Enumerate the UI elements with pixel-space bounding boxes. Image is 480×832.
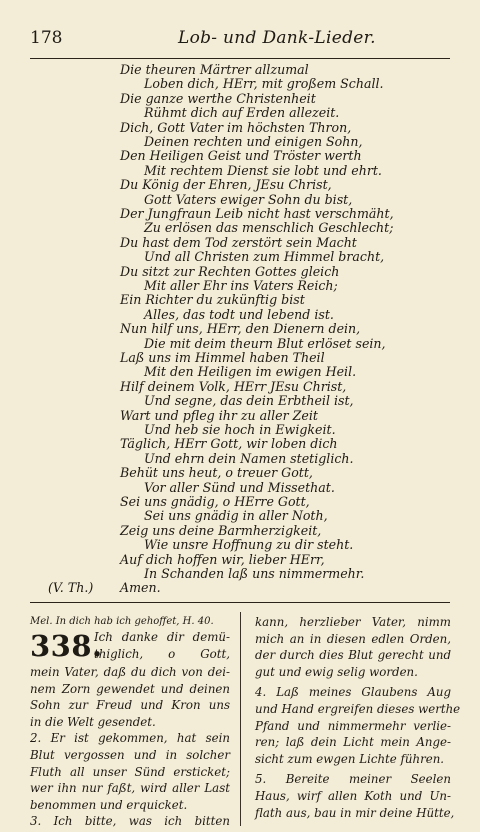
verse-line: Zu erlösen das menschlich Geschlecht; (144, 220, 394, 236)
right-column-lines (255, 614, 461, 821)
verse-line: Mit aller Ehr ins Vaters Reich; (144, 278, 338, 293)
text-line: und Hand ergreifen dieses werthe (255, 701, 461, 716)
text-line: Pfand und nimmermehr verlie- (255, 718, 451, 733)
verse-line: Täglich, HErr Gott, wir loben dich (120, 436, 338, 452)
verse-line: Dich, Gott Vater im höchsten Thron, (120, 119, 352, 135)
header-rule (30, 58, 450, 59)
hymn-amen: Amen. (120, 580, 161, 595)
verse-line: Wart und pfleg ihr zu aller Zeit (120, 407, 318, 423)
verse-line: Die ganze werthe Christenheit (120, 90, 316, 106)
verse-line: Behüt uns heut, o treuer Gott, (120, 465, 313, 481)
text-line: Sohn zur Freud und Kron uns (30, 698, 230, 713)
text-line: flath aus, bau in mir deine Hütte, (255, 805, 455, 820)
verse-line: Und all Christen zum Himmel bracht, (144, 249, 385, 265)
text-line: benommen und erquicket. (30, 797, 188, 812)
text-line: 3. Ich bitte, was ich bitten (30, 814, 230, 829)
text-line: 4. Laß meines Glaubens Aug (255, 685, 451, 700)
hymn-338-right-column (255, 614, 461, 821)
text-line: der durch dies Blut gerecht und (255, 648, 451, 663)
verse-line: Und ehrn dein Namen stetiglich. (144, 450, 354, 466)
text-line: sicht zum ewgen Lichte führen. (255, 751, 445, 766)
verse-line: In Schanden laß uns nimmermehr. (144, 566, 365, 581)
section-rule (30, 602, 450, 603)
hymn-number-row (30, 630, 230, 664)
text-line: Fluth all unser Sünd ersticket; (30, 764, 230, 779)
verse-line: Wie unsre Hoffnung zu dir steht. (144, 537, 354, 553)
verse-line: Mit rechtem Dienst sie lobt und ehrt. (144, 162, 382, 178)
verse-line: Du hast dem Tod zerstört sein Macht (120, 234, 357, 250)
verse-line: Den Heiligen Geist und Tröster werth (120, 148, 362, 164)
verse-line: Alles, das todt und lebend ist. (144, 306, 334, 322)
text-line: thiglich, o Gott, (94, 646, 230, 661)
running-title: Lob- und Dank-Lieder. (178, 28, 376, 48)
verse-line: Sei uns gnädig, o HErre Gott, (120, 494, 310, 509)
hymn-number: 338. (30, 629, 103, 663)
melody-note: Mel. In dich hab ich gehoffet, H. 40. (30, 616, 214, 627)
column-divider (240, 612, 241, 826)
page-header (30, 26, 450, 54)
verse-line: Deinen rechten und einigen Sohn, (144, 134, 363, 149)
hymn-attribution: (V. Th.) (48, 580, 94, 595)
verse-line: Und segne, das dein Erbtheil ist, (144, 393, 354, 409)
verse-line: Hilf deinem Volk, HErr JEsu Christ, (120, 378, 347, 394)
text-line: Ich danke dir demü- (94, 630, 230, 644)
text-line: nem Zorn gewendet und deinen (30, 681, 230, 696)
text-line: kann, herzlieber Vater, nimm (255, 615, 451, 629)
hymn-338-left-column (30, 614, 230, 830)
verse-line: Du sitzt zur Rechten Gottes gleich (120, 263, 340, 279)
verse-line: Und heb sie hoch in Ewigkeit. (144, 422, 336, 437)
text-line: in die Welt gesendet. (30, 714, 156, 729)
verse-line: Mit den Heiligen im ewigen Heil. (144, 364, 357, 380)
verse-line: Die mit deim theurn Blut erlöset sein, (144, 335, 386, 351)
verse-line: Sei uns gnädig in aller Noth, (144, 508, 328, 524)
verse-line: Zeig uns deine Barmherzigkeit, (120, 522, 322, 538)
verse-line: Der Jungfraun Leib nicht hast verschmäht, (120, 206, 394, 221)
text-line: Haus, wirf allen Koth und Un- (255, 788, 451, 803)
page-number: 178 (30, 28, 63, 48)
verse-line: Die theuren Märtrer allzumal (120, 62, 309, 77)
verse-line: Nun hilf uns, HErr, den Dienern dein, (120, 321, 361, 337)
verse-line: Du König der Ehren, JEsu Christ, (120, 177, 332, 193)
verse-line: Laß uns im Himmel haben Theil (120, 350, 325, 365)
text-line: 2. Er ist gekommen, hat sein (30, 731, 230, 746)
verse-line: Loben dich, HErr, mit großem Schall. (144, 76, 384, 92)
left-column-lines (30, 664, 230, 830)
text-line: ren; laß dein Licht mein Ange- (255, 735, 451, 750)
verse-line: Rühmt dich auf Erden allezeit. (144, 105, 340, 121)
text-line: 5. Bereite meiner Seelen (255, 772, 451, 787)
verse-line: Ein Richter du zukünftig bist (120, 292, 305, 308)
text-line: mich an in diesen edlen Orden, (255, 631, 451, 646)
verse-line: Auf dich hoffen wir, lieber HErr, (120, 551, 325, 567)
text-line: gut und ewig selig worden. (255, 664, 418, 679)
text-line: mein Vater, daß du dich von dei- (30, 665, 230, 679)
text-line: Blut vergossen und in solcher (30, 747, 230, 762)
verse-line: Gott Vaters ewiger Sohn du bist, (144, 191, 353, 207)
text-line: wer ihn nur faßt, wird aller Last (30, 781, 230, 796)
verse-line: Vor aller Sünd und Missethat. (144, 479, 335, 495)
